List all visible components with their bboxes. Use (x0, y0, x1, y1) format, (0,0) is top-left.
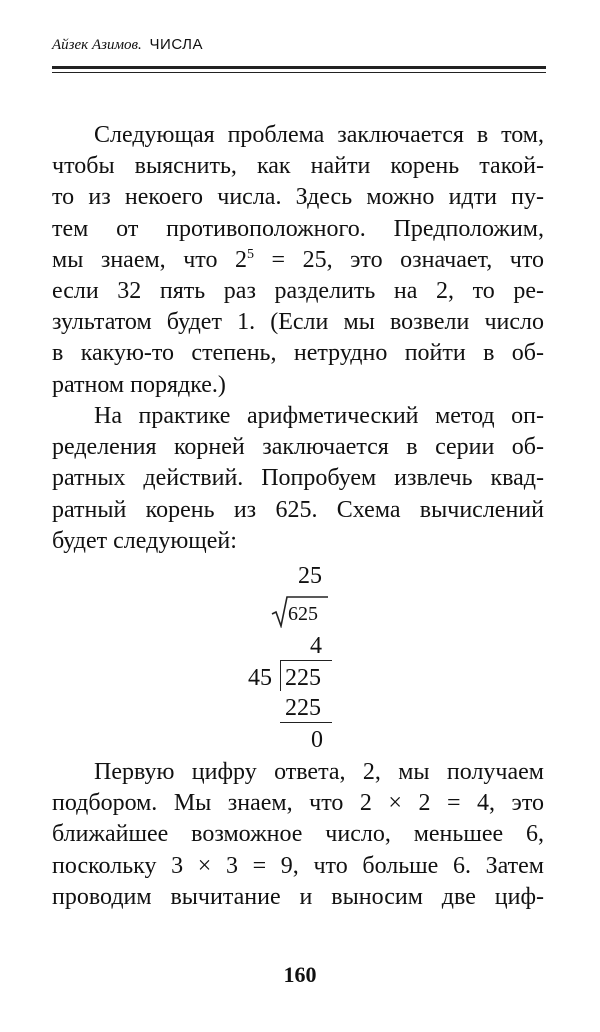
header-title: ЧИСЛА (149, 36, 204, 53)
paragraph-3-line: поскольку 3 × 3 = 9, что больше 6. Затем (52, 852, 544, 879)
paragraph-3-line: подбором. Мы знаем, что 2 × 2 = 4, это (52, 790, 544, 817)
paragraph-2-line: ределения корней заключается в серии об- (52, 434, 544, 461)
paragraph-1 (52, 120, 544, 401)
calc-result: 25 (298, 563, 322, 589)
paragraph-1-line: ратном порядке.) (52, 371, 226, 398)
paragraph-2-line: На практике арифметический метод оп- (94, 403, 544, 429)
paragraph-1-line: если 32 пять раз разделить на 2, то ре- (52, 278, 544, 305)
page-number: 160 (283, 962, 317, 987)
paragraph-1-line: то из некоего числа. Здесь можно идти пу- (52, 184, 544, 211)
paragraph-1-line: тем от противоположного. Предположим, (52, 215, 544, 242)
paragraph-2-line: ратных действий. Попробуем извлечь квад- (52, 465, 544, 492)
running-header (52, 36, 203, 54)
calc-second-subtract: 225 (285, 695, 321, 721)
paragraph-1-line: чтобы выяснить, как найти корень такой- (52, 153, 544, 180)
paragraph-3-line: ближайшее возможное число, меньшее 6, (52, 821, 544, 848)
paragraph-3-line: Первую цифру ответа, 2, мы получаем (94, 759, 544, 785)
header-rule-thin (52, 72, 546, 73)
calc-division-bar (280, 661, 281, 691)
paragraph-1-line: зультатом будет 1. (Если мы возвели число (52, 309, 544, 336)
power-exponent: 5 (246, 246, 254, 262)
header-rule-thick (52, 66, 546, 69)
paragraph-1-line: Следующая проблема заключается в том, (94, 122, 544, 148)
calc-radicand: 625 (288, 603, 318, 625)
power-rest-text: = 25, это означает, что (253, 246, 544, 273)
calc-final: 0 (311, 727, 323, 753)
calc-underline-2 (280, 722, 332, 723)
paragraph-2-line: ратный корень из 625. Схема вычислений (52, 496, 544, 523)
power-base-text: мы знаем, что 2 (52, 246, 247, 273)
calc-remainder: 225 (285, 665, 321, 691)
calc-first-subtract: 4 (310, 633, 322, 659)
paragraph-1-line-with-power (52, 245, 544, 276)
paragraph-3-line: проводим вычитание и выносим две циф- (52, 883, 544, 910)
paragraph-3 (52, 757, 544, 913)
header-author: Айзек Азимов. (52, 37, 142, 53)
paragraph-2-line: будет следующей: (52, 527, 237, 554)
paragraph-1-line: в какую-то степень, нетрудно пойти в об- (52, 340, 544, 367)
paragraph-2 (52, 401, 544, 557)
calc-underline-1 (280, 660, 332, 661)
calc-divisor: 45 (248, 665, 272, 691)
